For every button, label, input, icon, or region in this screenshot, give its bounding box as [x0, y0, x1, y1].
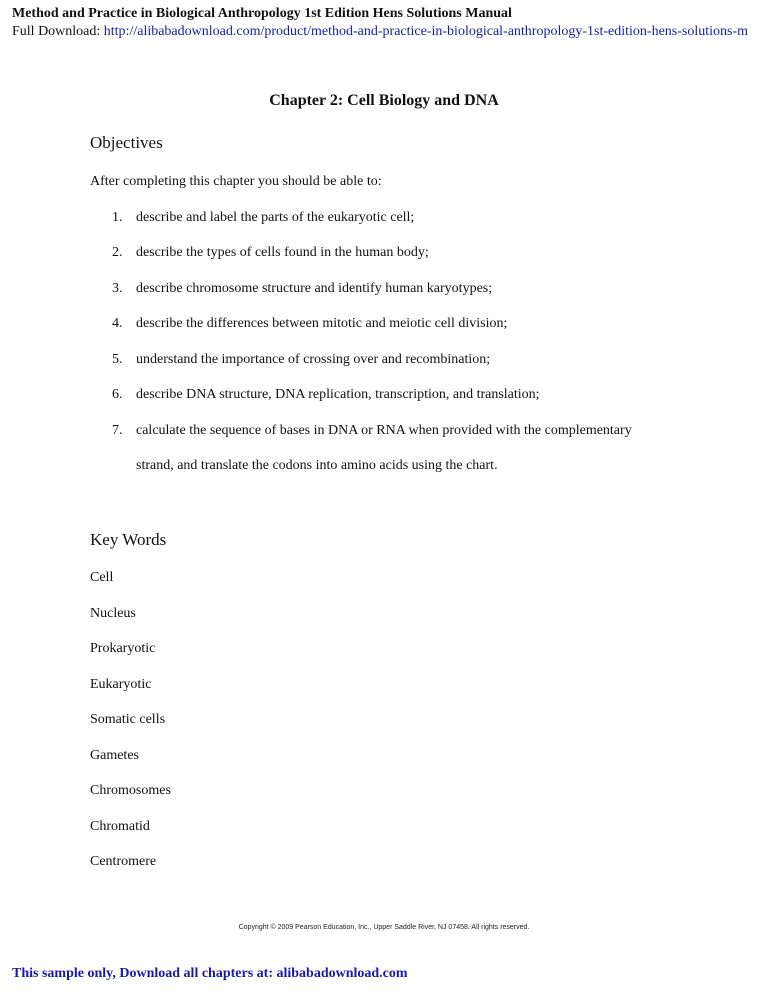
objective-text: describe the types of cells found in the human body; — [136, 245, 429, 260]
download-line — [12, 24, 768, 40]
key-word-item: Nucleus — [90, 606, 136, 621]
objective-text: understand the importance of crossing over and recombination; — [136, 352, 491, 367]
key-word-item: Eukaryotic — [90, 677, 152, 692]
objectives-intro: After completing this chapter you should be able to: — [90, 174, 382, 189]
copyright-notice: Copyright © 2009 Pearson Education, Inc., Upper Saddle River, NJ 07458. All rights reserved. — [238, 924, 530, 931]
key-word-item: Centromere — [90, 854, 157, 869]
key-word-item: Gametes — [90, 748, 139, 763]
objective-number: 2. — [112, 245, 123, 260]
objective-item — [112, 387, 540, 403]
footer-download-notice[interactable]: This sample only, Download all chapters at: alibabadownload.com — [12, 966, 408, 981]
download-link[interactable]: http://alibabadownload.com/product/method-and-practice-in-biological-anthropology-1st-edition-hens-solutions-m — [103, 24, 749, 39]
download-label: Full Download: — [12, 24, 104, 39]
objective-number: 7. — [112, 423, 123, 438]
objective-number: 6. — [112, 387, 123, 402]
objective-item — [112, 352, 490, 368]
objectives-heading: Objectives — [90, 133, 163, 152]
document-title: Method and Practice in Biological Anthropology 1st Edition Hens Solutions Manual — [12, 6, 512, 21]
objective-number: 4. — [112, 316, 123, 331]
objective-number: 3. — [112, 281, 123, 296]
key-words-heading: Key Words — [90, 530, 167, 549]
objective-text: calculate the sequence of bases in DNA or RNA when provided with the complementary — [136, 423, 632, 438]
objective-item — [112, 245, 429, 261]
objective-item — [112, 423, 632, 439]
objective-text: describe chromosome structure and identify human karyotypes; — [136, 281, 493, 296]
key-word-item: Chromosomes — [90, 783, 171, 798]
chapter-title: Chapter 2: Cell Biology and DNA — [269, 92, 499, 109]
objective-item — [112, 281, 492, 297]
objective-continuation: strand, and translate the codons into amino acids using the chart. — [136, 458, 498, 473]
objective-item — [112, 210, 414, 226]
objective-text: describe DNA structure, DNA replication, transcription, and translation; — [136, 387, 540, 402]
key-word-item: Prokaryotic — [90, 641, 156, 656]
objective-item — [112, 316, 507, 332]
key-word-item: Cell — [90, 570, 114, 585]
objective-text: describe and label the parts of the eukaryotic cell; — [136, 210, 415, 225]
objective-text: describe the differences between mitotic and meiotic cell division; — [136, 316, 508, 331]
key-word-item: Chromatid — [90, 819, 150, 834]
objective-number: 5. — [112, 352, 123, 367]
objective-number: 1. — [112, 210, 123, 225]
key-word-item: Somatic cells — [90, 712, 166, 727]
